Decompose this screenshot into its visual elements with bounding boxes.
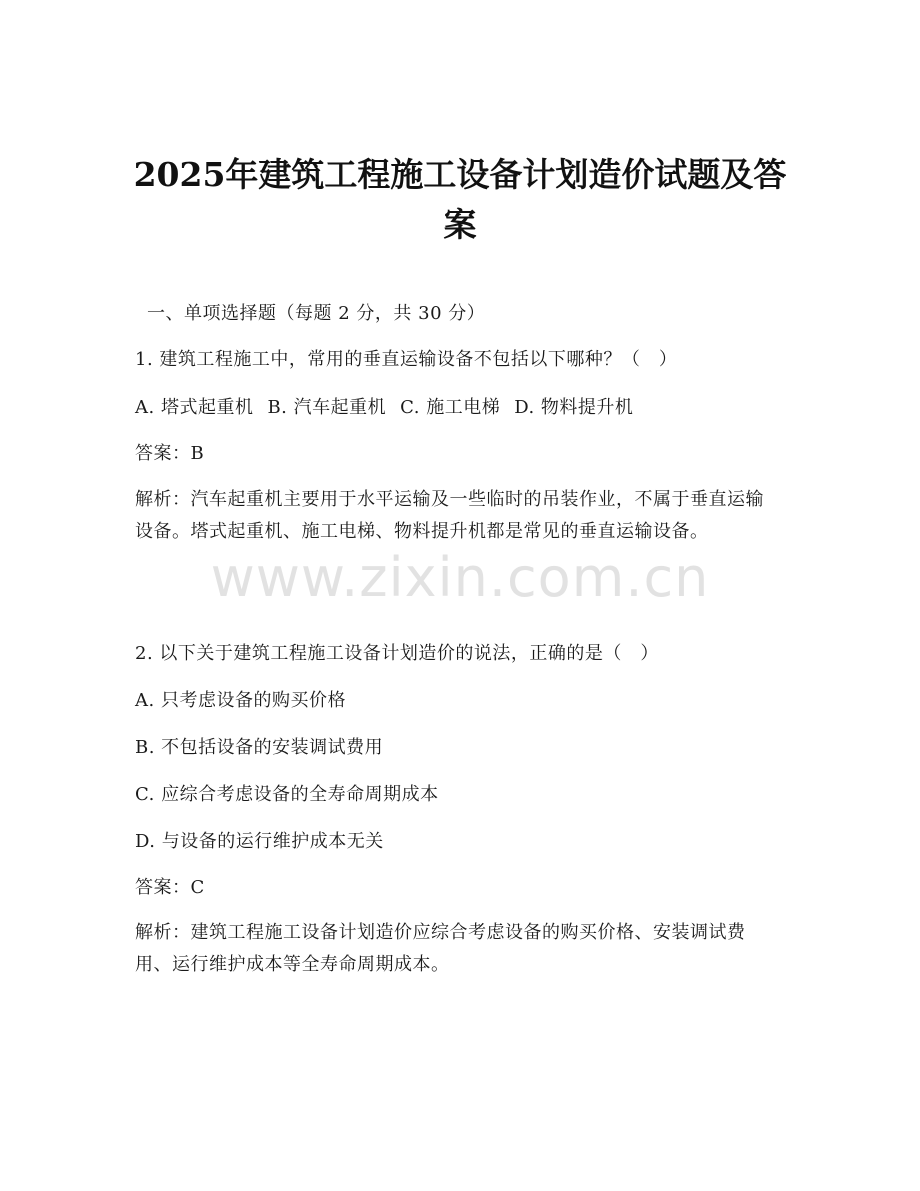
question-1-options [135,396,633,420]
question-2-option-d: D. 与设备的运行维护成本无关 [135,831,384,852]
document-title: 2025年建筑工程施工设备计划造价试题及答案 [133,155,787,244]
question-1-option-b: B. 汽车起重机 [267,397,387,418]
question-2-option-a: A. 只考虑设备的购买价格 [135,690,346,711]
watermark: www.zixin.com.cn [210,546,710,609]
question-2-option-c: C. 应综合考虑设备的全寿命周期成本 [135,784,439,805]
question-1-stem: 1. 建筑工程施工中，常用的垂直运输设备不包括以下哪种？（ ） [135,349,678,370]
question-2-answer: 答案：C [135,877,205,898]
question-2-stem: 2. 以下关于建筑工程施工设备计划造价的说法，正确的是（ ） [135,643,659,664]
section-heading: 一、单项选择题（每题 2 分，共 30 分） [147,303,486,324]
question-1-option-d: D. 物料提升机 [514,397,634,418]
question-2-analysis: 解析：建筑工程施工设备计划造价应综合考虑设备的购买价格、安装调试费用、运行维护成本等全寿命周期成本。 [135,922,746,975]
question-1-option-a: A. 塔式起重机 [135,397,254,418]
question-2-option-b: B. 不包括设备的安装调试费用 [135,737,384,758]
question-1-option-c: C. 施工电梯 [400,397,501,418]
question-1-analysis: 解析：汽车起重机主要用于水平运输及一些临时的吊装作业，不属于垂直运输设备。塔式起重机、施工电梯、物料提升机都是常见的垂直运输设备。 [135,489,764,542]
question-1-answer: 答案：B [135,443,205,464]
